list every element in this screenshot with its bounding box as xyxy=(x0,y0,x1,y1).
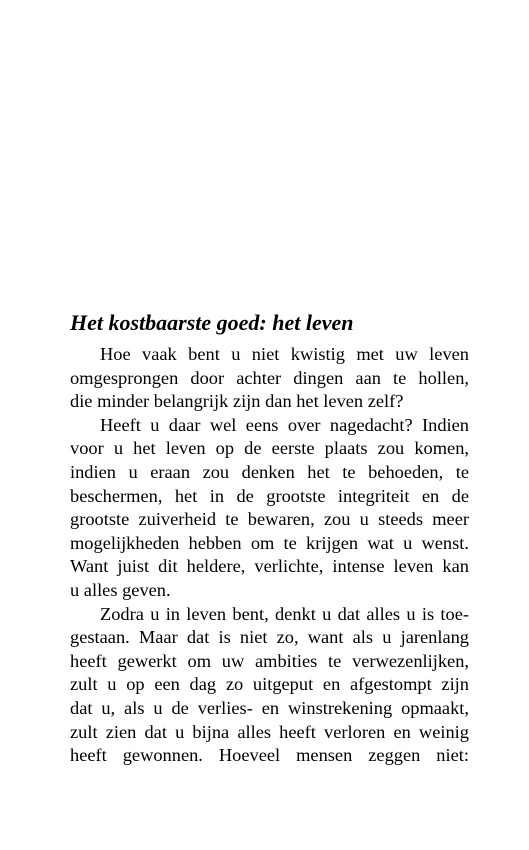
book-page xyxy=(70,309,469,768)
text-line: Want juist dit heldere, verlichte, intense leven kan xyxy=(70,556,469,577)
text-line: Hoe vaak bent u niet kwistig met uw leven xyxy=(100,344,469,364)
text-line: Heeft u daar wel eens over nagedacht? Indien xyxy=(100,414,469,435)
text-line: heeft gewonnen. Hoeveel mensen zeggen niet: xyxy=(70,745,469,766)
text-line: indien u eraan zou denken het te behoeden, te xyxy=(70,461,469,482)
text-line: omgesprongen door achter dingen aan te hollen, xyxy=(70,367,469,388)
text-line: u alles geven. xyxy=(70,579,171,600)
text-line: grootste zuiverheid te bewaren, zou u steeds meer xyxy=(70,509,469,530)
text-line: mogelijkheden hebben om te krijgen wat u wenst. xyxy=(70,532,469,553)
text-line: die minder belangrijk zijn dan het leven zelf? xyxy=(70,391,404,412)
paragraph xyxy=(70,603,469,768)
paragraph xyxy=(70,414,469,603)
text-line: zult u op een dag zo uitgeput en afgestompt zijn xyxy=(70,674,469,695)
text-line: zult zien dat u bijna alles heeft verloren en weinig xyxy=(70,721,469,742)
paragraph xyxy=(70,343,469,414)
text-line: dat u, als u de verlies- en winstrekening opmaakt, xyxy=(70,697,469,718)
text-line: voor u het leven op de eerste plaats zou komen, xyxy=(70,438,469,459)
section-title: Het kostbaarste goed: het leven xyxy=(70,310,354,335)
text-line: beschermen, het in de grootste integriteit en de xyxy=(70,485,469,506)
text-line: gestaan. Maar dat is niet zo, want als u jarenlang xyxy=(70,627,469,648)
text-line: heeft gewerkt om uw ambities te verwezenlijken, xyxy=(70,650,469,671)
text-line: Zodra u in leven bent, denkt u dat alles u is toe- xyxy=(100,603,469,624)
